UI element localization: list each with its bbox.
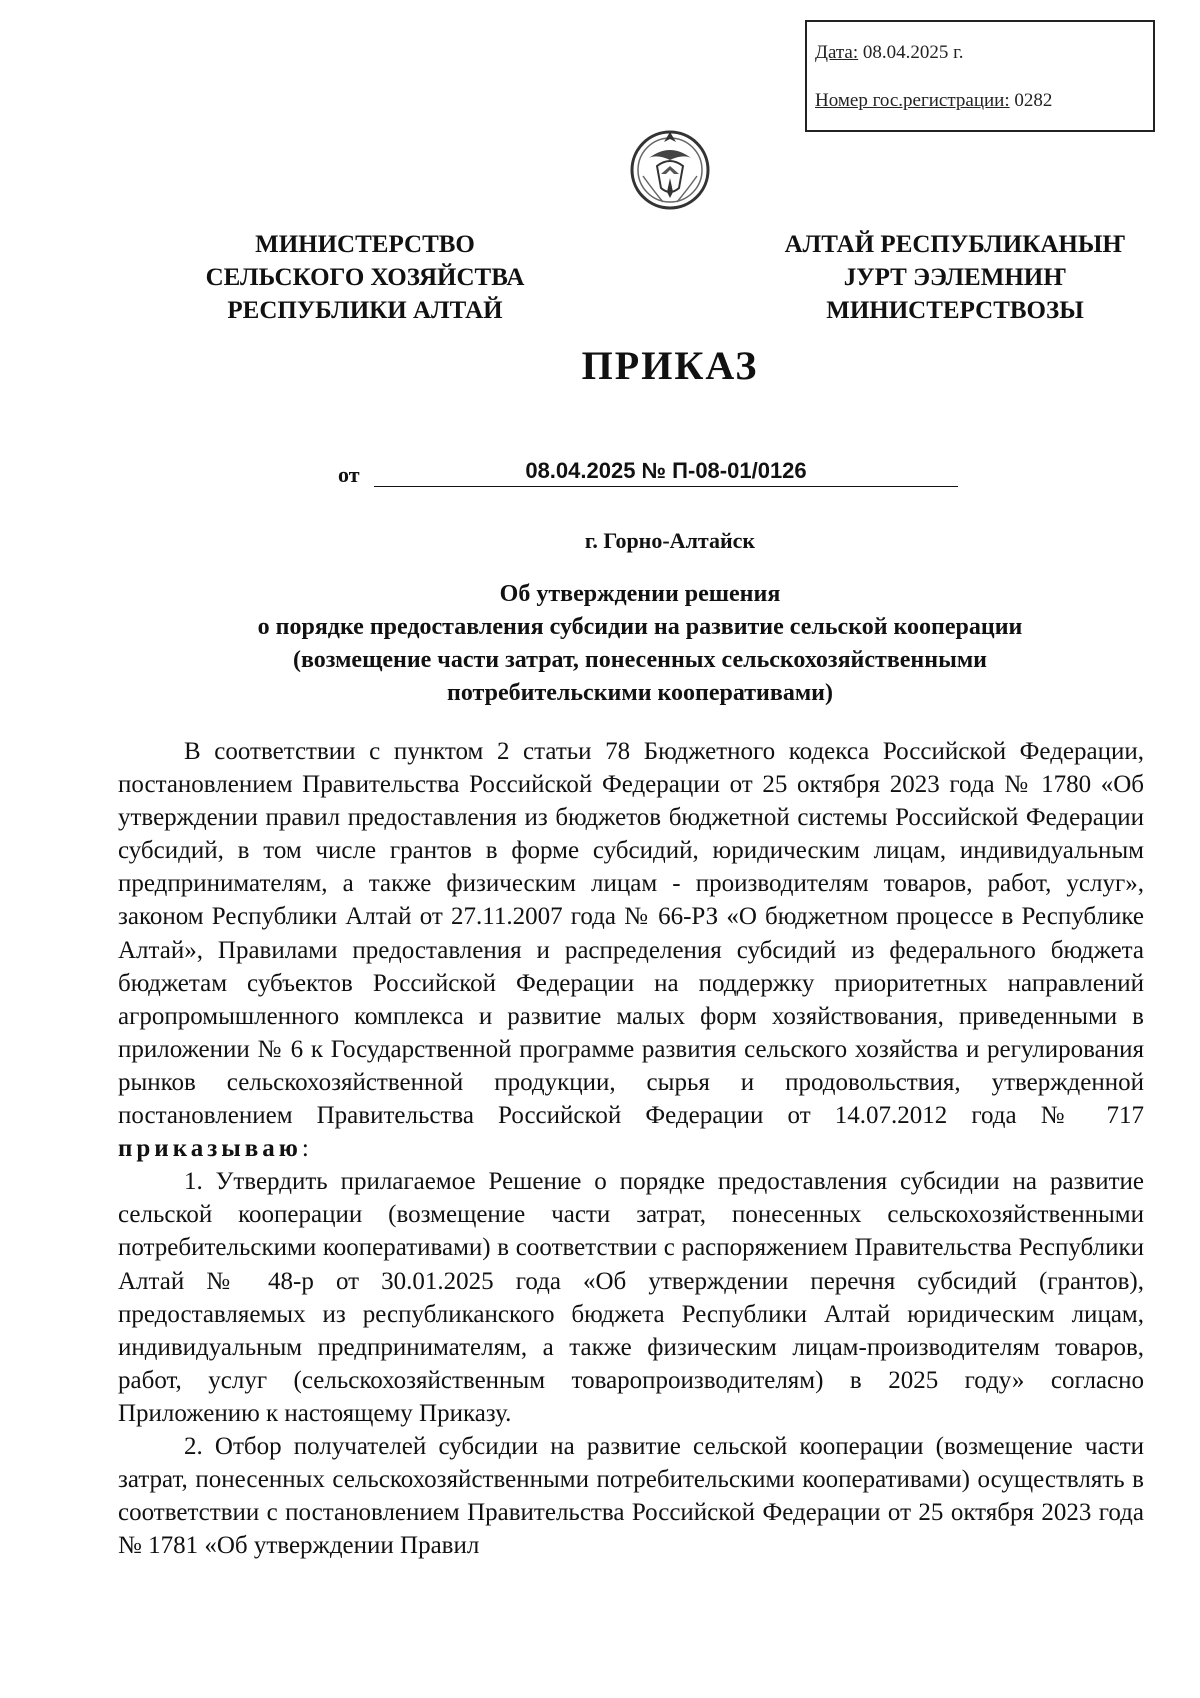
ministry-name-line: АЛТАЙ РЕСПУБЛИКАНЫҤ [784,231,1126,258]
order-title: ПРИКАЗ [581,343,759,388]
ministry-name-line: МИНИСТЕРСТВОЗЫ [826,297,1084,324]
registration-number-value: 0282 [1014,90,1053,111]
registration-number [815,90,1052,112]
order-colon: : [301,1135,309,1163]
registration-number-label: Номер гос.регистрации: [815,90,1010,111]
heading-line: потребительскими кооперативами) [447,680,833,706]
registration-date-label: Дата: [815,42,859,63]
document-body [118,735,1144,1562]
order-word: приказываю [118,1135,302,1163]
ministry-name-russian [165,228,565,327]
order-from-label: от [338,462,360,487]
registration-date [815,42,964,64]
item-1-paragraph: 1. Утвердить прилагаемое Решение о порядке предоставления субсидии на развитие сельской кооперации (возмещение части затрат, понесенных сельскохозяйственными потребительскими кооперативами) в соответствии с распоряжением Правительства Республики Алтай № 48-р от 30.01.2025 года «Об утверждении перечня субсидий (грантов), предоставляемых из республиканского бюджета Республики Алтай юридическим лицам, индивидуальным предпринимателям, а также физическим лицам-производителям товаров, работ, услуг (сельскохозяйственным товаропроизводителям) в 2025 году» согласно Приложению к настоящему Приказу. [118,1168,1144,1427]
republic-altai-emblem-icon [627,118,713,218]
item-2-paragraph: 2. Отбор получателей субсидии на развитие сельской кооперации (возмещение части затрат, понесенных сельскохозяйственными потребительскими кооперативами) осуществлять в соответствии с постановлением Правительства Российской Федерации от 25 октября 2023 года № 1781 «Об утверждении Правил [118,1432,1144,1560]
ministry-name-line: МИНИСТЕРСТВО [255,231,475,258]
preamble-text: В соответствии с пунктом 2 статьи 78 Бюджетного кодекса Российской Федерации, постановлением Правительства Российской Федерации от 25 октября 2023 года № 1780 «Об утверждении правил предоставления из бюджетов бюджетной системы Российской Федерации субсидий, в том числе грантов в форме субсидий, юридическим лицам, индивидуальным предпринимателям, а также физическим лицам - производителям товаров, работ, услуг», законом Республики Алтай от 27.11.2007 года № 66-РЗ «О бюджетном процессе в Республике Алтай», Правилами предоставления и распределения субсидий из федерального бюджета бюджетам субъектов Российской Федерации на поддержку приоритетных направлений агропромышленного комплекса и развитие малых форм хозяйствования, приведенными в приложении № 6 к Государственной программе развития сельского хозяйства и регулирования рынков сельскохозяйственной продукции, сырья и продовольствия, утвержденной постановлением Правительства Российской Федерации от 14.07.2012 года № 717 [118,738,1144,1130]
heading-line: (возмещение части затрат, понесенных сельскохозяйственными [292,647,988,673]
document-heading [160,578,1120,710]
preamble-paragraph [118,735,1144,1165]
registration-stamp [805,20,1155,132]
order-number: 08.04.2025 № П-08-01/0126 [374,458,958,487]
heading-line: Об утверждении решения [499,581,781,607]
ministry-name-line: РЕСПУБЛИКИ АЛТАЙ [227,297,503,324]
ministry-name-altai [755,228,1155,327]
ministry-name-line: СЕЛЬСКОГО ХОЗЯЙСТВА [205,264,525,291]
order-city: г. Горно-Алтайск [584,528,756,553]
registration-date-value: 08.04.2025 г. [862,42,964,63]
heading-line: о порядке предоставления субсидии на развитие сельской кооперации [257,614,1023,640]
ministry-name-line: ЈУРТ ЭЭЛЕМНИҤ [843,264,1067,291]
